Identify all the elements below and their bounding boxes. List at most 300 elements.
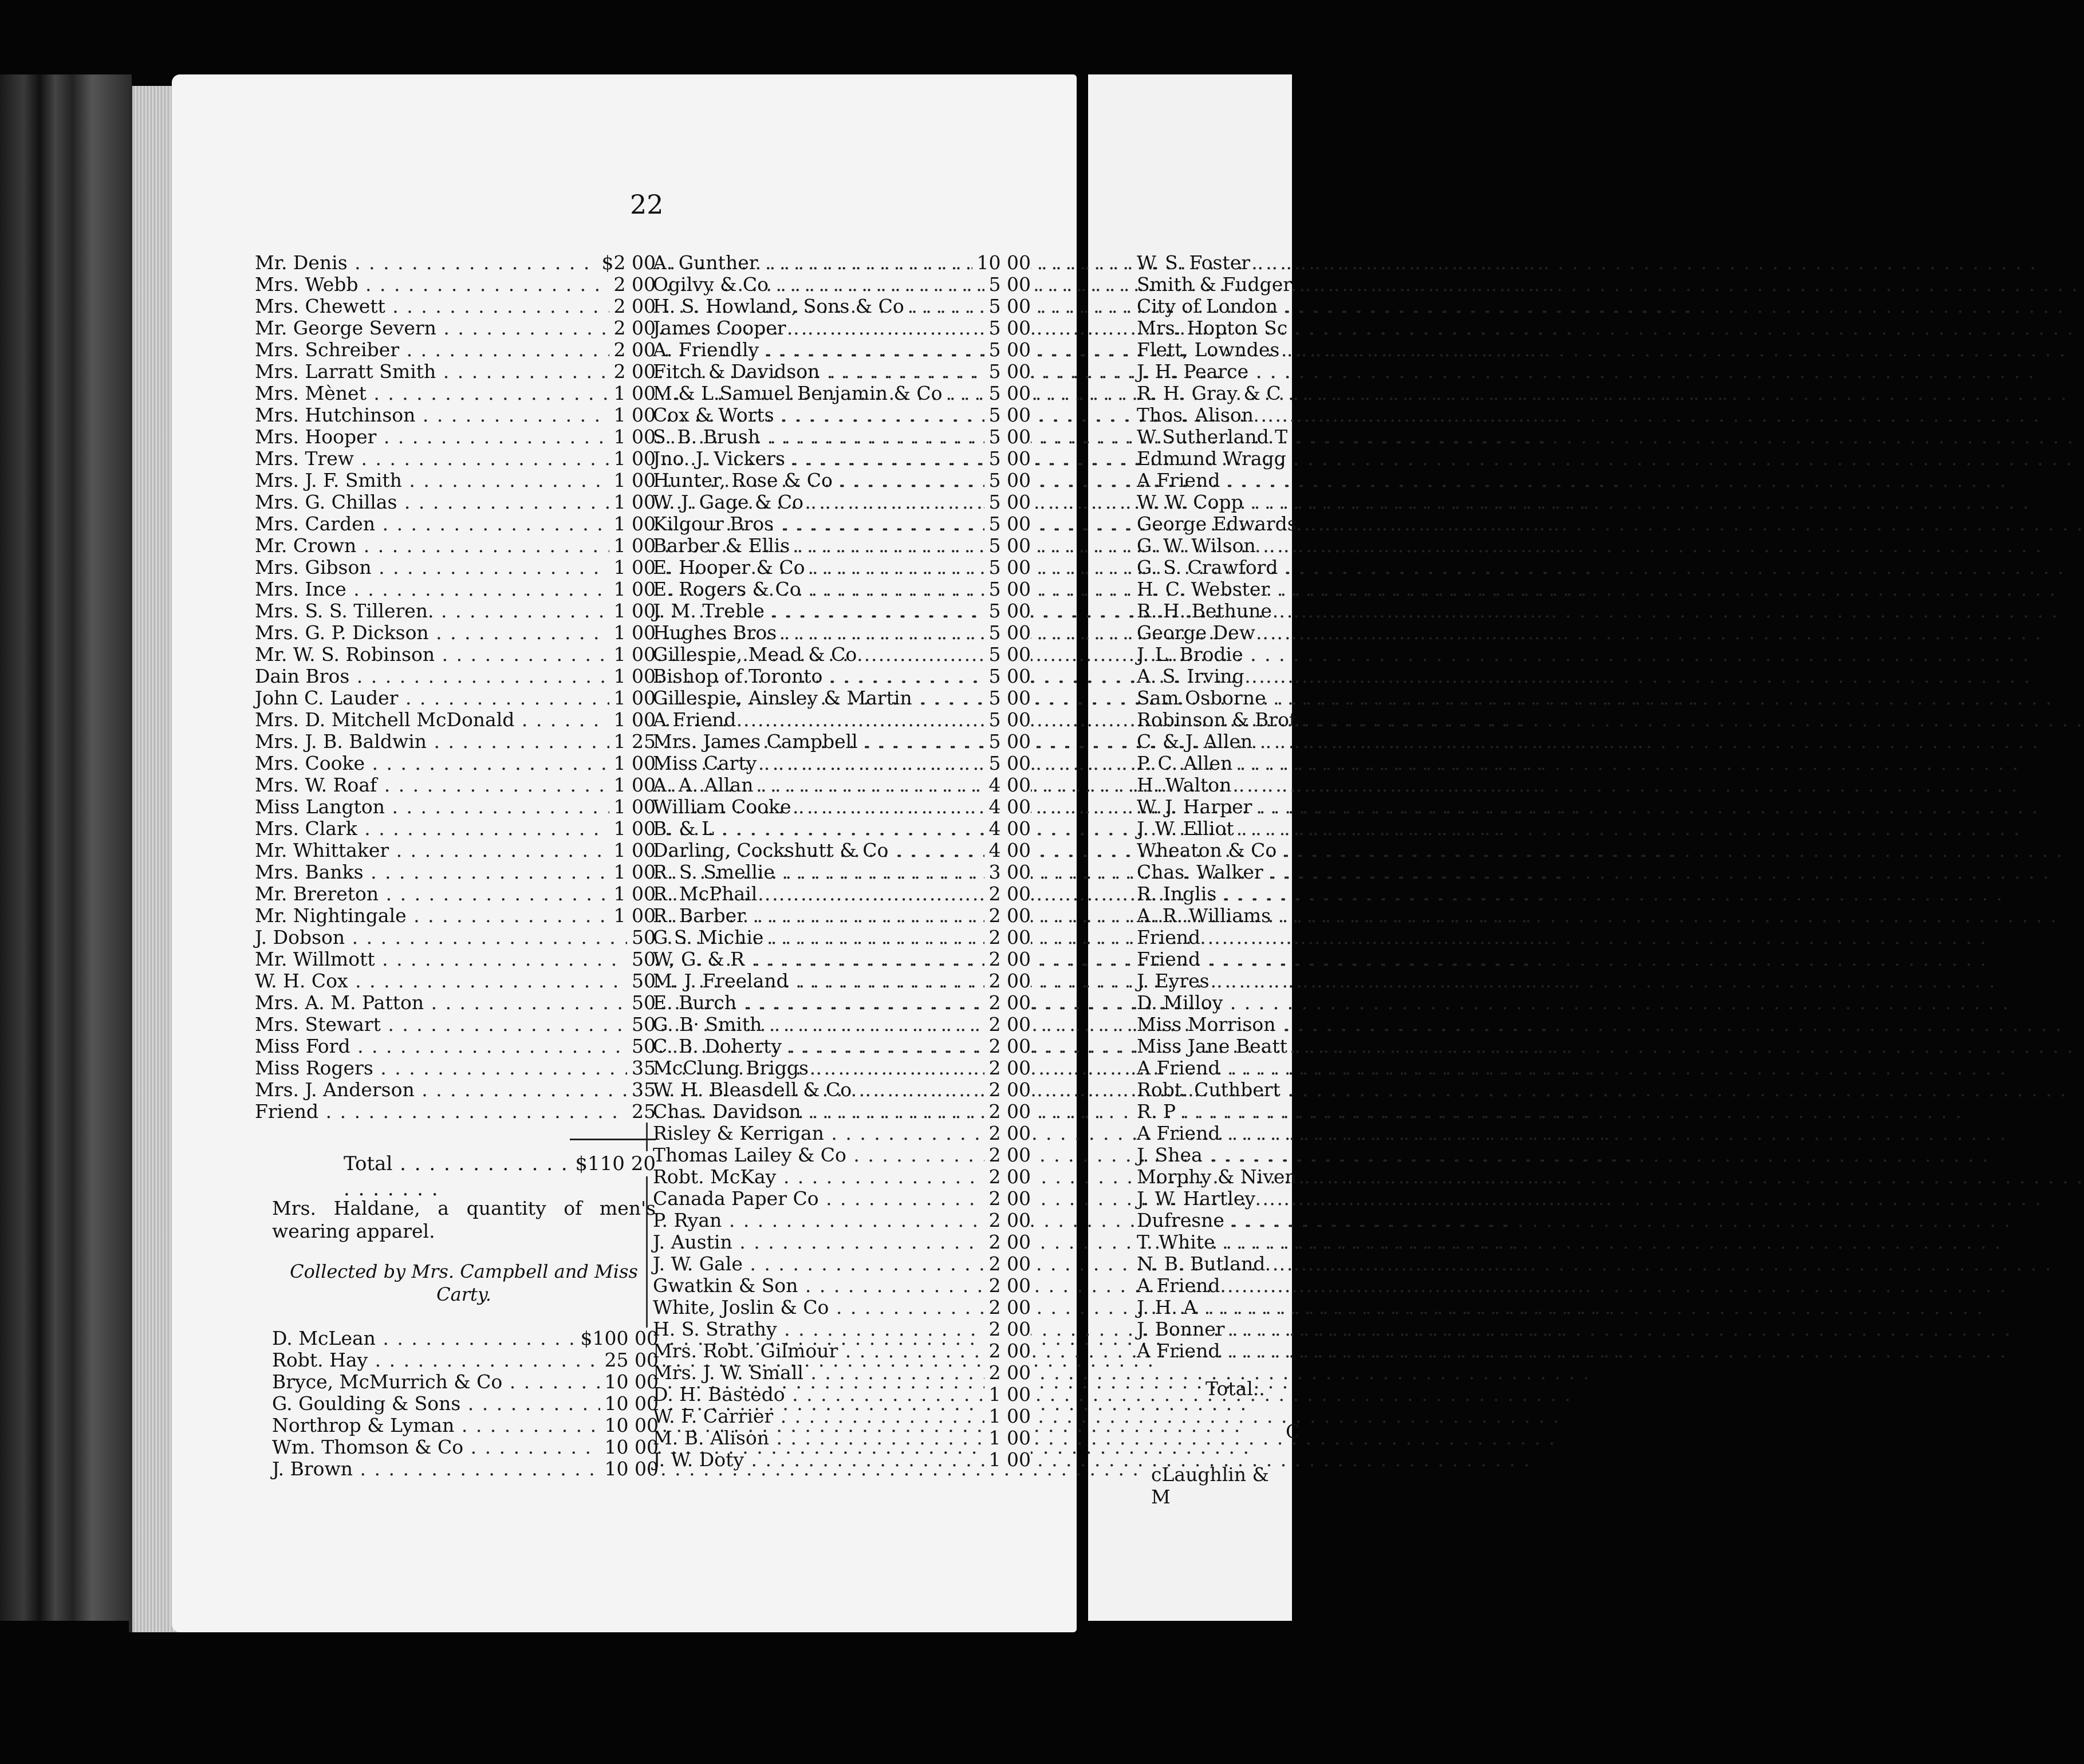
donor-name: J. Shea . . . — [1137, 1144, 1292, 1166]
donor-name: G. B· Smith . . . — [653, 1014, 954, 1035]
list-item — [653, 1188, 1031, 1210]
right-page-fragment-2: cLaughlin & M — [1151, 1463, 1269, 1508]
donor-name: Miss Ford . . . — [255, 1035, 567, 1057]
donor-name: Robt. Hay . . . — [272, 1349, 570, 1371]
list-item — [255, 883, 656, 905]
donor-name: A Friend . . . — [653, 709, 954, 731]
list-item — [653, 1275, 1031, 1297]
donor-name: E. Burch . . . — [653, 992, 954, 1014]
list-item — [255, 404, 656, 426]
list-item — [1137, 1275, 1292, 1297]
donation-amount: 5 00 — [984, 339, 1031, 361]
donation-amount: 1 00 — [609, 513, 656, 535]
list-item — [653, 1231, 1031, 1253]
donation-amount: 2 00 — [984, 927, 1031, 948]
list-item — [653, 426, 1031, 448]
donor-name: T. White . . . — [1137, 1231, 1292, 1253]
list-item — [1137, 1101, 1292, 1123]
list-item — [255, 578, 656, 600]
donation-amount: 4 00 — [984, 818, 1031, 840]
total-value: $110 20 — [570, 1151, 656, 1176]
donor-name: Robt. Cuthbert . . . — [1137, 1079, 1292, 1101]
donor-name: G. S. Crawford . . . — [1137, 557, 1292, 578]
list-item — [1137, 535, 1292, 557]
donation-amount: 1 00 — [984, 1405, 1031, 1427]
donor-name: Miss Carty . . . — [653, 753, 954, 774]
donor-name: Mrs. Robt. Gilmour . . . — [653, 1340, 954, 1362]
list-item — [1137, 970, 1292, 992]
donor-name: J. M. Treble . . . — [653, 600, 954, 622]
list-item — [653, 383, 1031, 404]
donor-name: W. H. Cox . . . — [255, 970, 567, 992]
donor-name: R. H. Bethune . . . — [1137, 600, 1292, 622]
list-item — [255, 644, 656, 666]
donor-name: Mrs. Trew . . . — [255, 448, 567, 470]
donation-amount: 2 00 — [609, 339, 656, 361]
list-item — [1137, 470, 1292, 491]
list-item — [255, 1101, 656, 1123]
donor-name: P. C. Allen . . . — [1137, 753, 1292, 774]
list-item — [255, 1035, 656, 1057]
donor-name: Bryce, McMurrich & Co . . . — [272, 1371, 570, 1393]
donor-name: C. B. Doherty . . . — [653, 1035, 954, 1057]
list-item — [255, 535, 656, 557]
donor-name: Chas. Walker . . . — [1137, 861, 1292, 883]
donor-name: McClung Briggs . . . — [653, 1057, 954, 1079]
list-item — [653, 687, 1031, 709]
list-item — [255, 557, 656, 578]
donation-amount: 2 00 — [984, 1231, 1031, 1253]
list-item — [1137, 796, 1292, 818]
donor-name: Thos. Alison . . . — [1137, 404, 1292, 426]
donor-name: Miss Morrison . . . — [1137, 1014, 1292, 1035]
list-item — [653, 600, 1031, 622]
list-item — [1137, 1144, 1292, 1166]
list-item — [255, 600, 656, 622]
right-page-total: Total.. — [1206, 1377, 1265, 1400]
donation-amount: 2 00 — [984, 1297, 1031, 1318]
list-item — [653, 1144, 1031, 1166]
donation-amount: 2 00 — [984, 1318, 1031, 1340]
donation-amount: 5 00 — [984, 557, 1031, 578]
donation-amount: 5 00 — [984, 731, 1031, 753]
donor-name: Friend . . . — [255, 1101, 567, 1123]
donor-name: W, G. & R . . . — [653, 948, 954, 970]
list-item — [653, 535, 1031, 557]
donor-name: A. Gunther . . . — [653, 252, 954, 274]
list-item — [255, 622, 656, 644]
list-item — [653, 1405, 1031, 1427]
donor-name: Mrs. Mènet . . . — [255, 383, 567, 404]
list-item — [255, 1079, 656, 1101]
donation-note: Mrs. Haldane, a quantity of men's wearing apparel. — [272, 1197, 656, 1242]
list-item — [255, 970, 656, 992]
donor-name: Robt. McKay . . . — [653, 1166, 954, 1188]
donation-amount: 1 00 — [609, 905, 656, 927]
donor-list-column-1b — [272, 1328, 659, 1480]
list-item — [653, 796, 1031, 818]
donor-name: Miss Jane Beatt . . . — [1137, 1035, 1292, 1057]
donor-name: J. L. Brodie . . . — [1137, 644, 1292, 666]
list-item — [255, 709, 656, 731]
donor-name: John C. Lauder . . . — [255, 687, 567, 709]
donor-name: Miss Langton . . . — [255, 796, 567, 818]
donor-name: Mrs. J. Anderson . . . — [255, 1079, 567, 1101]
list-item — [272, 1349, 659, 1371]
donation-amount: 1 00 — [609, 426, 656, 448]
list-item — [255, 470, 656, 491]
donor-name: Sam Osborne . . . — [1137, 687, 1292, 709]
list-item — [255, 796, 656, 818]
donor-name: J. H. Pearce . . . — [1137, 361, 1292, 383]
list-item — [1137, 578, 1292, 600]
list-item — [1137, 840, 1292, 861]
list-item — [1137, 666, 1292, 687]
list-item — [255, 1014, 656, 1035]
donor-name: P. Ryan . . . — [653, 1210, 954, 1231]
donation-amount: 1 00 — [609, 666, 656, 687]
donation-amount: 50 — [627, 1014, 656, 1035]
donation-amount: $2 00 — [597, 252, 656, 274]
list-item — [653, 1057, 1031, 1079]
donation-amount: 50 — [627, 927, 656, 948]
list-item — [1137, 687, 1292, 709]
list-item — [1137, 883, 1292, 905]
list-item — [653, 992, 1031, 1014]
donation-amount: 2 00 — [984, 1340, 1031, 1362]
list-item — [653, 622, 1031, 644]
donor-name: Mr. Nightingale . . . — [255, 905, 567, 927]
list-item — [653, 1123, 1031, 1144]
list-item — [255, 317, 656, 339]
donation-amount: 2 00 — [984, 1210, 1031, 1231]
donor-name: W. S. Foster . . . — [1137, 252, 1292, 274]
donor-name: Mrs. G. Chillas . . . — [255, 491, 567, 513]
list-item — [1137, 383, 1292, 404]
list-item — [653, 361, 1031, 383]
donation-amount: 10 00 — [600, 1393, 659, 1415]
list-item — [255, 818, 656, 840]
donor-name: Thomas Lailey & Co . . . — [653, 1144, 954, 1166]
list-item — [653, 296, 1031, 317]
donation-amount: 10 00 — [600, 1415, 659, 1436]
donor-name: A. Friendly . . . — [653, 339, 954, 361]
list-item — [653, 731, 1031, 753]
list-item — [1137, 448, 1292, 470]
donation-amount: 4 00 — [984, 840, 1031, 861]
donor-name: Kilgour Bros . . . — [653, 513, 954, 535]
donation-amount: 5 00 — [984, 644, 1031, 666]
list-item — [1137, 731, 1292, 753]
donation-amount: 2 00 — [984, 1057, 1031, 1079]
donor-list-column-3 — [1137, 251, 1297, 1362]
donor-name: Mrs. Schreiber . . . — [255, 339, 567, 361]
donor-name: W. J. Harper . . . — [1137, 796, 1292, 818]
donation-amount: 2 00 — [984, 1275, 1031, 1297]
list-item — [272, 1458, 659, 1480]
donor-name: N. B. Butland . . . — [1137, 1253, 1292, 1275]
donation-amount: 5 00 — [984, 491, 1031, 513]
donor-name: G. Goulding & Sons . . . — [272, 1393, 570, 1415]
donation-amount: 5 00 — [984, 622, 1031, 644]
list-item — [653, 970, 1031, 992]
list-item — [255, 774, 656, 796]
donor-name: J. Dobson . . . — [255, 927, 567, 948]
list-item — [255, 339, 656, 361]
donation-amount: 2 00 — [984, 1035, 1031, 1057]
donor-name: E. Hooper & Co . . . — [653, 557, 954, 578]
donor-name: M. J. Freeland . . . — [653, 970, 954, 992]
donor-name: Mr. Willmott . . . — [255, 948, 567, 970]
donor-name: G. W. Wilson . . . — [1137, 535, 1292, 557]
list-item — [255, 948, 656, 970]
list-item — [653, 448, 1031, 470]
list-item — [1137, 1166, 1297, 1188]
donor-name: City of London . . . — [1137, 296, 1292, 317]
list-item — [653, 1079, 1031, 1101]
list-item — [1137, 491, 1292, 513]
list-item — [653, 948, 1031, 970]
list-item — [255, 513, 656, 535]
list-item — [1137, 622, 1292, 644]
donor-name: J. Brown . . . — [272, 1458, 570, 1480]
list-item — [255, 927, 656, 948]
list-item — [1137, 426, 1292, 448]
list-item — [653, 927, 1031, 948]
right-page-fragment: C — [1286, 1420, 1301, 1443]
donation-amount: 35 — [627, 1079, 656, 1101]
donor-name: A Friend . . . — [1137, 1275, 1292, 1297]
donation-amount: 3 00 — [984, 861, 1031, 883]
donor-name: J. Bonner . . . — [1137, 1318, 1292, 1340]
donation-amount: 25 00 — [600, 1349, 659, 1371]
list-item — [653, 470, 1031, 491]
donation-amount: 5 00 — [984, 666, 1031, 687]
total-rule — [570, 1139, 656, 1140]
list-item — [653, 1340, 1031, 1362]
list-item — [1137, 1253, 1292, 1275]
list-item — [653, 1449, 1031, 1471]
donor-name: Mrs. G. P. Dickson . . . — [255, 622, 567, 644]
donor-name: Chas. Davidson . . . — [653, 1101, 954, 1123]
donor-name: Mrs. J. B. Baldwin . . . — [255, 731, 567, 753]
donation-amount: 4 00 — [984, 774, 1031, 796]
list-item — [1137, 1297, 1292, 1318]
donor-name: Mrs. W. Roaf . . . — [255, 774, 567, 796]
donor-name: A Friend . . . — [1137, 1057, 1292, 1079]
list-item — [1137, 1210, 1292, 1231]
list-item — [653, 774, 1031, 796]
list-item — [653, 1384, 1031, 1405]
donor-name: Mrs. Hooper . . . — [255, 426, 567, 448]
donor-name: J. Austin . . . — [653, 1231, 954, 1253]
list-item — [272, 1328, 659, 1349]
donor-name: Gillespie, Mead & Co . . . — [653, 644, 954, 666]
donor-name: Cox & Worts . . . — [653, 404, 954, 426]
list-item — [1137, 513, 1297, 535]
list-item — [1137, 753, 1292, 774]
list-item — [272, 1436, 659, 1458]
list-item — [1137, 905, 1292, 927]
list-item — [1137, 927, 1292, 948]
donor-name: H. S. Howland, Sons & Co . . . — [653, 296, 954, 317]
donor-name: D. McLean . . . — [272, 1328, 570, 1349]
list-item — [1137, 992, 1292, 1014]
donation-amount: 10 00 — [972, 252, 1031, 274]
donor-name: George Edwards . . . — [1137, 513, 1292, 535]
donor-name: Mrs. Carden . . . — [255, 513, 567, 535]
book-binding — [0, 74, 132, 1621]
donor-name: B. & L . . . — [653, 818, 954, 840]
donor-name: Mr. Whittaker . . . — [255, 840, 567, 861]
donor-name: R. S. Smellie . . . — [653, 861, 954, 883]
list-item — [255, 861, 656, 883]
donor-name: Robinson & Brot . . . — [1137, 709, 1292, 731]
list-item — [653, 1166, 1031, 1188]
list-item — [1137, 1057, 1292, 1079]
donor-name: Fitch & Davidson . . . — [653, 361, 954, 383]
donation-amount: 5 00 — [984, 317, 1031, 339]
donor-name: Risley & Kerrigan . . . — [653, 1123, 954, 1144]
donation-amount: 1 00 — [609, 644, 656, 666]
list-item — [1137, 1231, 1292, 1253]
total-row — [344, 1151, 656, 1176]
donation-amount: 2 00 — [984, 1014, 1031, 1035]
list-item — [255, 905, 656, 927]
list-item — [255, 491, 656, 513]
donor-name: J. W. Elliot . . . — [1137, 818, 1292, 840]
donation-amount: 1 00 — [609, 491, 656, 513]
donation-amount: 1 00 — [609, 818, 656, 840]
donor-name: Wheaton & Co . . . — [1137, 840, 1292, 861]
list-item — [653, 317, 1031, 339]
donation-amount: 10 00 — [600, 1371, 659, 1393]
list-item — [255, 448, 656, 470]
list-item — [653, 1253, 1031, 1275]
donor-name: M.& L.Samuel Benjamin & Co . . . — [653, 383, 954, 404]
donor-name: Mrs. J. W. Small . . . — [653, 1362, 954, 1384]
list-item — [653, 644, 1031, 666]
donation-amount: $100 00 — [576, 1328, 659, 1349]
list-item — [1137, 1188, 1292, 1210]
list-item — [653, 1101, 1031, 1123]
donor-name: W. F. Carrier . . . — [653, 1405, 954, 1427]
donor-name: H. S. Strathy . . . — [653, 1318, 954, 1340]
list-item — [653, 339, 1031, 361]
donor-name: James Cooper . . . — [653, 317, 954, 339]
list-item — [255, 753, 656, 774]
donation-amount: 5 00 — [984, 361, 1031, 383]
donation-amount: 50 — [627, 970, 656, 992]
donation-amount: 1 00 — [609, 753, 656, 774]
donation-amount: 2 00 — [984, 1188, 1031, 1210]
donor-name: Flett, Lowndes . . . — [1137, 339, 1292, 361]
donation-amount: 1 00 — [609, 383, 656, 404]
donor-name: R. Inglis . . . — [1137, 883, 1292, 905]
donor-name: Mrs. A. M. Patton . . . — [255, 992, 567, 1014]
donation-amount: 1 00 — [609, 883, 656, 905]
donor-name: Smith & Fudger . . . — [1137, 274, 1292, 296]
donation-amount: 1 00 — [609, 470, 656, 491]
donor-name: D. H. Bastedo . . . — [653, 1384, 954, 1405]
list-item — [255, 252, 656, 274]
donation-amount: 10 00 — [600, 1458, 659, 1480]
donation-amount: 2 00 — [984, 970, 1031, 992]
donation-amount: 5 00 — [984, 600, 1031, 622]
donor-name: Ogilvy & Co . . . — [653, 274, 954, 296]
list-item — [255, 840, 656, 861]
list-item — [1137, 1079, 1292, 1101]
list-item — [255, 426, 656, 448]
donation-amount: 50 — [627, 948, 656, 970]
donor-name: Mrs. Chewett . . . — [255, 296, 567, 317]
donation-amount: 1 00 — [609, 578, 656, 600]
donor-name: A Friend . . . — [1137, 1123, 1292, 1144]
donation-amount: 1 00 — [609, 840, 656, 861]
list-item — [653, 491, 1031, 513]
donor-list-column-2 — [653, 252, 1031, 1471]
donor-name: Hunter, Rose & Co . . . — [653, 470, 954, 491]
donor-name: W. H. Bleasdell & Co . . . — [653, 1079, 954, 1101]
donation-amount: 5 00 — [984, 687, 1031, 709]
donation-amount: 2 00 — [984, 1079, 1031, 1101]
donation-amount: 2 00 — [984, 1362, 1031, 1384]
list-item — [1137, 274, 1292, 296]
donor-name: Mrs. D. Mitchell McDonald . . . — [255, 709, 567, 731]
list-item — [653, 1210, 1031, 1231]
list-item — [1137, 1035, 1292, 1057]
list-item — [653, 753, 1031, 774]
donation-amount: 2 00 — [984, 1101, 1031, 1123]
donor-name: S. B. Brush . . . — [653, 426, 954, 448]
list-item — [272, 1371, 659, 1393]
list-item — [653, 840, 1031, 861]
donor-name: Edmund Wragg . . . — [1137, 448, 1292, 470]
donation-amount: 25 — [627, 1101, 656, 1123]
donor-name: Mrs. J. F. Smith . . . — [255, 470, 567, 491]
donor-name: R. P . . . — [1137, 1101, 1292, 1123]
donor-name: W Sutherland T . . . — [1137, 426, 1292, 448]
list-item — [1137, 1340, 1292, 1362]
donor-name: E. Rogers & Co . . . — [653, 578, 954, 600]
donor-name: Morphy & Niven . . . — [1137, 1166, 1292, 1188]
donor-name: Gillespie, Ainsley & Martin . . . — [653, 687, 954, 709]
list-item — [1137, 252, 1292, 274]
donor-name: Mrs. Stewart . . . — [255, 1014, 567, 1035]
donor-name: Jno. J. Vickers . . . — [653, 448, 954, 470]
donation-amount: 5 00 — [984, 296, 1031, 317]
donor-name: M. B. Alison . . . — [653, 1427, 954, 1449]
donor-name: A Friend . . . — [1137, 470, 1292, 491]
donor-name: Dufresne . . . — [1137, 1210, 1292, 1231]
list-item — [653, 861, 1031, 883]
donor-name: H. C. Webster . . . — [1137, 578, 1292, 600]
list-item — [653, 818, 1031, 840]
donation-amount: 1 00 — [609, 535, 656, 557]
list-item — [653, 709, 1031, 731]
list-item — [1137, 861, 1292, 883]
list-item — [1137, 361, 1292, 383]
list-item — [255, 731, 656, 753]
donation-amount: 2 00 — [984, 1144, 1031, 1166]
donor-name: R. McPhail . . . — [653, 883, 954, 905]
donation-amount: 50 — [627, 992, 656, 1014]
list-item — [1137, 644, 1292, 666]
page-number: 22 — [630, 189, 664, 220]
donation-amount: 2 00 — [984, 948, 1031, 970]
list-item — [1137, 1318, 1292, 1340]
donor-name: Hughes Bros . . . — [653, 622, 954, 644]
